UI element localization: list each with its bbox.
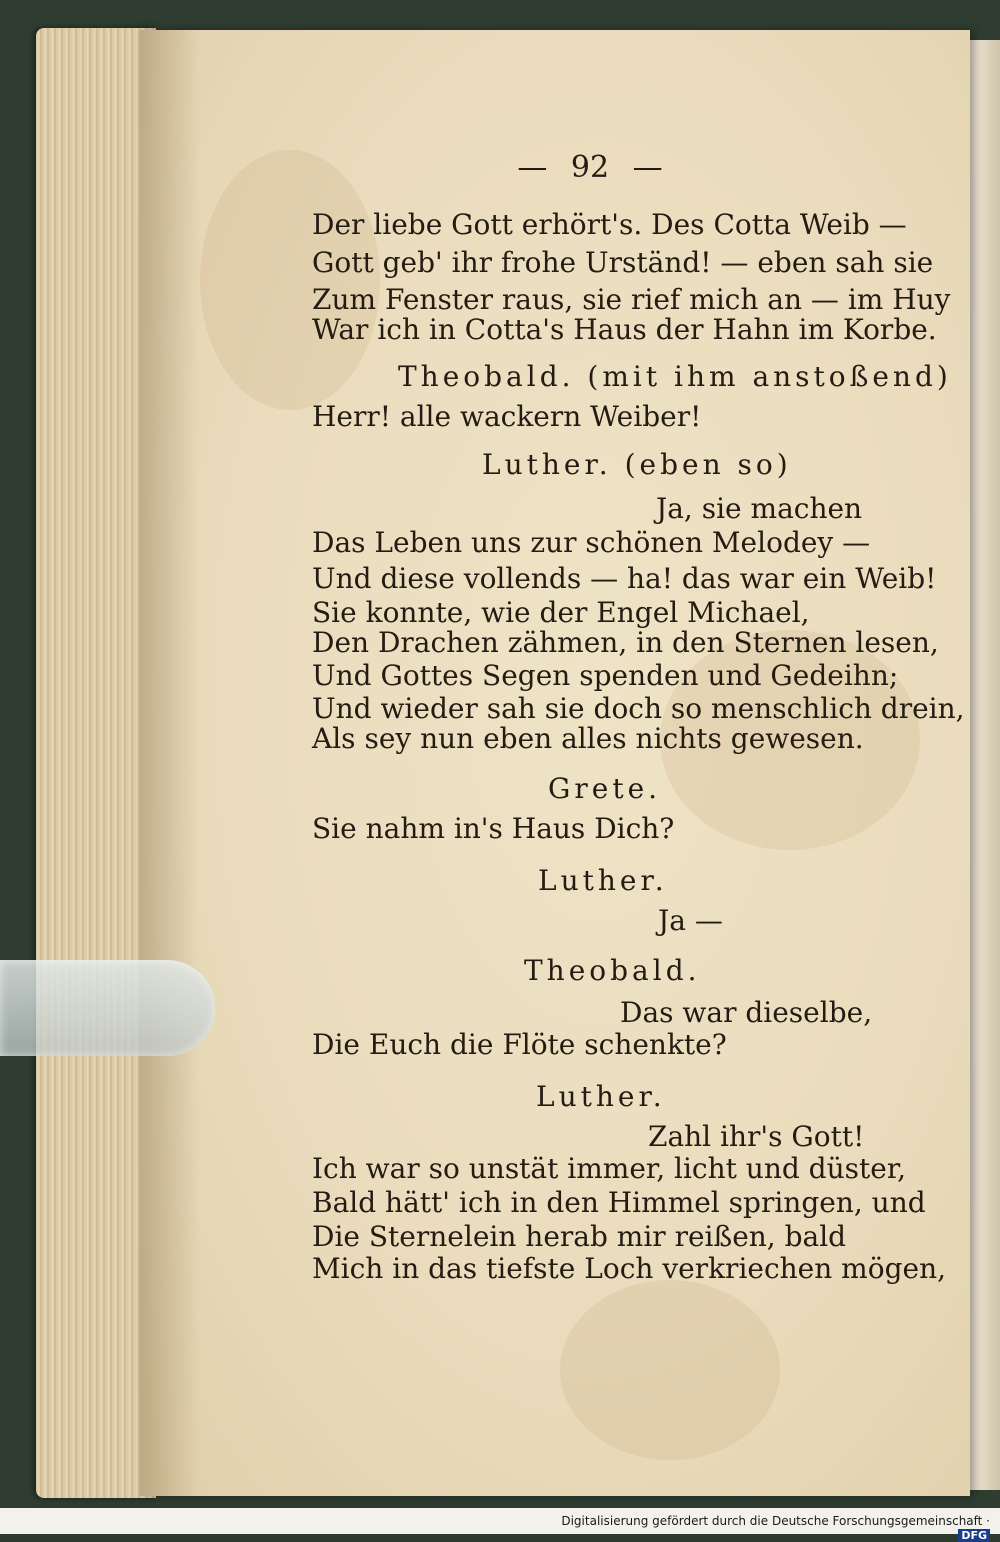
glass-page-holder [0, 960, 215, 1056]
speaker-name: Theobald. [524, 954, 701, 987]
text-line: War ich in Cotta's Haus der Hahn im Korbe. [312, 313, 937, 346]
page-number [510, 150, 670, 185]
text-line: Und Gottes Segen spenden und Gedeihn; [312, 659, 899, 692]
page-gutter-shadow [140, 30, 200, 1496]
text-line: Zum Fenster raus, sie rief mich an — im Huy [312, 283, 951, 316]
page-number-dash-right: — [632, 150, 663, 185]
credit-text: Digitalisierung gefördert durch die Deutsche Forschungsgemeinschaft · [561, 1514, 990, 1528]
speaker-name: Luther. (eben so) [482, 448, 792, 481]
text-line: Bald hätt' ich in den Himmel springen, und [312, 1186, 926, 1219]
text-line: Und wieder sah sie doch so menschlich drein, [312, 692, 965, 725]
paper-stain [200, 150, 380, 410]
text-line: Ja, sie machen [656, 492, 863, 525]
text-line: Den Drachen zähmen, in den Sternen lesen, [312, 626, 939, 659]
page-number-value: 92 [570, 150, 610, 185]
text-line: Das war dieselbe, [620, 996, 873, 1029]
text-line: Die Euch die Flöte schenkte? [312, 1028, 727, 1061]
book-page-edges [36, 28, 156, 1498]
text-line: Herr! alle wackern Weiber! [312, 400, 702, 433]
text-line: Die Sternelein herab mir reißen, bald [312, 1220, 847, 1253]
speaker-name: Luther. [536, 1080, 666, 1113]
text-line: Das Leben uns zur schönen Melodey — [312, 526, 871, 559]
text-line: Sie nahm in's Haus Dich? [312, 812, 675, 845]
footer-credit [560, 1514, 990, 1542]
page-number-dash-left: — [517, 150, 548, 185]
stage-direction: Theobald. (mit ihm anstoßend) [398, 360, 952, 393]
dfg-logo-icon: DFG [958, 1529, 990, 1542]
text-line: Zahl ihr's Gott! [648, 1120, 865, 1153]
text-line: Der liebe Gott erhört's. Des Cotta Weib — [312, 208, 907, 241]
text-line: Gott geb' ihr frohe Urständ! — eben sah sie [312, 246, 934, 279]
paper-stain [560, 1280, 780, 1460]
text-line: Als sey nun eben alles nichts gewesen. [312, 722, 864, 755]
text-line: Ja — [658, 904, 723, 937]
text-line: Mich in das tiefste Loch verkriechen mögen, [312, 1252, 947, 1285]
speaker-name: Grete. [548, 772, 662, 805]
text-line: Und diese vollends — ha! das war ein Weib! [312, 562, 937, 595]
text-line: Ich war so unstät immer, licht und düster, [312, 1152, 907, 1185]
text-line: Sie konnte, wie der Engel Michael, [312, 596, 810, 629]
speaker-name: Luther. [538, 864, 668, 897]
